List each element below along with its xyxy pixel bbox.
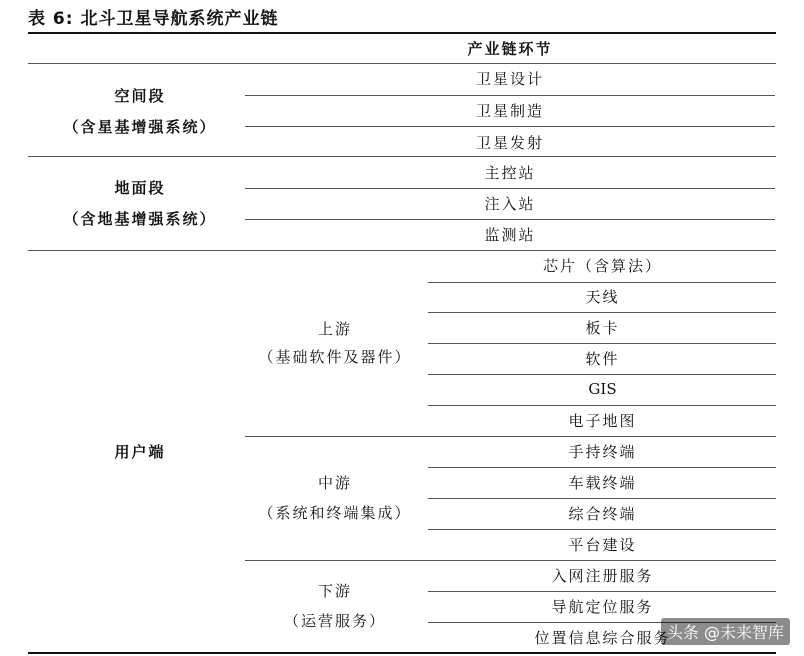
- row-rule: [428, 498, 776, 499]
- list-item: 监测站: [484, 226, 536, 244]
- list-item: 车载终端: [568, 474, 637, 492]
- downstream-label: 下游: [317, 582, 352, 600]
- upstream-label: 上游: [317, 320, 352, 338]
- row-rule: [428, 405, 776, 406]
- list-item: 注入站: [484, 195, 536, 213]
- list-item: 综合终端: [568, 505, 637, 523]
- list-item: 位置信息综合服务: [534, 629, 671, 647]
- table-title: 表 6: 北斗卫星导航系统产业链: [28, 9, 279, 29]
- midstream-label: 中游: [317, 474, 352, 492]
- section-rule: [28, 156, 776, 157]
- group-rule: [245, 560, 776, 561]
- downstream-sub: （运营服务）: [283, 612, 386, 630]
- list-item: GIS: [588, 380, 617, 398]
- ground-segment-label: 地面段: [114, 179, 166, 197]
- row-rule: [245, 188, 775, 189]
- space-segment-label: 空间段: [114, 87, 166, 105]
- list-item: 导航定位服务: [551, 598, 654, 616]
- row-rule: [428, 591, 776, 592]
- list-item: 手持终端: [568, 443, 637, 461]
- list-item: 入网注册服务: [551, 567, 654, 585]
- list-item: 主控站: [484, 164, 536, 182]
- list-item: 平台建设: [568, 536, 637, 554]
- midstream-sub: （系统和终端集成）: [258, 504, 412, 522]
- list-item: 卫星制造: [475, 102, 544, 120]
- row-rule: [428, 467, 776, 468]
- list-item: 天线: [585, 288, 620, 306]
- row-rule: [245, 219, 775, 220]
- header-rule: [28, 63, 776, 64]
- row-rule: [428, 312, 776, 313]
- row-rule: [428, 282, 776, 283]
- group-rule: [245, 436, 776, 437]
- section-rule: [28, 250, 776, 251]
- list-item: 卫星发射: [475, 134, 544, 152]
- row-rule: [428, 374, 776, 375]
- ground-segment-sub: （含地基增强系统）: [63, 210, 217, 228]
- list-item: 芯片（含算法）: [542, 257, 662, 275]
- space-segment-sub: （含星基增强系统）: [63, 118, 217, 136]
- bottom-rule: [28, 652, 776, 654]
- watermark: 头条 @未来智库: [661, 618, 790, 645]
- upstream-sub: （基础软件及器件）: [258, 348, 412, 366]
- list-item: 卫星设计: [475, 70, 544, 88]
- top-rule: [28, 32, 776, 34]
- list-item: 电子地图: [568, 412, 637, 430]
- row-rule: [245, 126, 775, 127]
- row-rule: [428, 529, 776, 530]
- row-rule: [428, 343, 776, 344]
- column-header: 产业链环节: [467, 40, 553, 58]
- list-item: 板卡: [585, 319, 620, 337]
- list-item: 软件: [585, 350, 620, 368]
- row-rule: [245, 95, 775, 96]
- user-segment-label: 用户端: [114, 443, 166, 461]
